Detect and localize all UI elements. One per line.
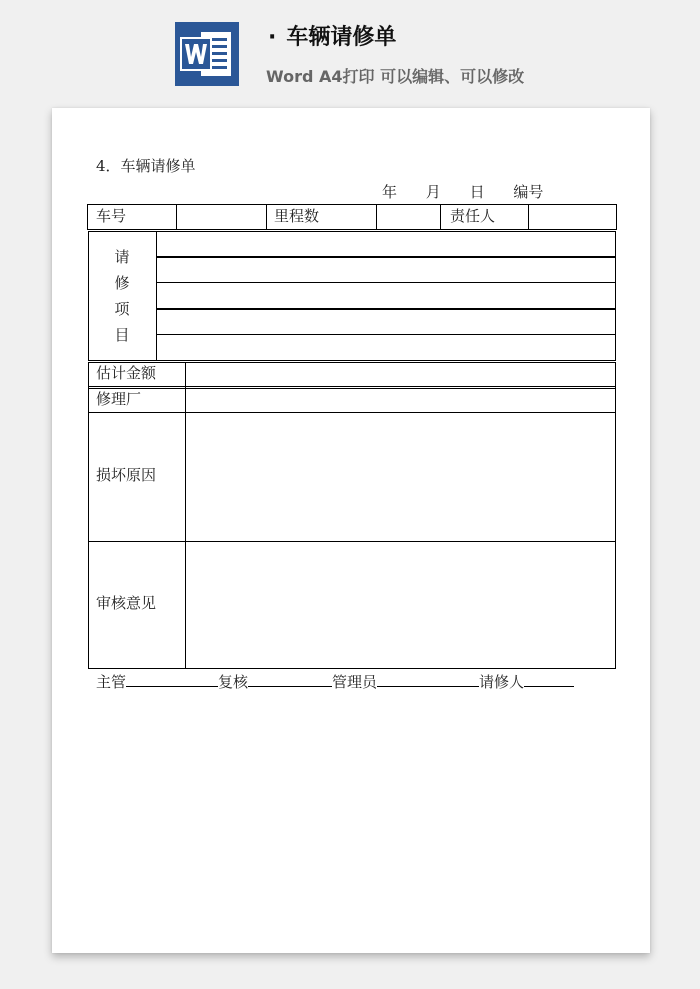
signature-row	[96, 671, 574, 692]
supervisor-label: 主管	[96, 673, 127, 691]
table-line	[156, 282, 616, 283]
table-line	[88, 668, 616, 669]
estimate-label: 估计金额	[96, 364, 157, 382]
table-line	[88, 386, 616, 387]
table-line	[88, 362, 616, 363]
day-label: 日	[469, 183, 485, 201]
admin-label: 管理员	[332, 673, 378, 691]
repair-items-char: 请	[114, 248, 130, 266]
table-line	[176, 204, 177, 230]
date-number-row	[382, 181, 543, 202]
table-line	[440, 204, 441, 230]
car-number-field[interactable]	[178, 206, 264, 228]
table-line	[528, 204, 529, 230]
table-line	[156, 231, 157, 361]
recheck-label: 复核	[218, 673, 249, 691]
responsible-field[interactable]	[530, 206, 614, 228]
table-line	[87, 204, 617, 205]
admin-blank[interactable]	[377, 672, 479, 687]
review-opinion-field[interactable]	[188, 543, 612, 666]
number-label: 编号	[513, 183, 544, 201]
table-line	[615, 362, 616, 669]
table-line	[616, 204, 617, 230]
repair-items-label	[112, 244, 132, 348]
table-line	[156, 334, 616, 335]
repair-items-char: 项	[114, 300, 130, 318]
damage-cause-field[interactable]	[188, 414, 612, 539]
table-line	[88, 412, 616, 413]
damage-cause-label: 损坏原因	[96, 466, 157, 484]
repair-shop-field[interactable]	[188, 390, 612, 410]
estimate-field[interactable]	[188, 364, 612, 384]
requester-blank[interactable]	[524, 672, 574, 687]
car-number-label: 车号	[96, 207, 127, 225]
table-line	[88, 231, 89, 361]
requester-label: 请修人	[479, 673, 525, 691]
mileage-field[interactable]	[378, 206, 438, 228]
table-line	[156, 256, 616, 258]
word-doc-icon	[175, 22, 239, 86]
table-line	[87, 204, 88, 230]
table-line	[87, 229, 617, 230]
month-label: 月	[425, 183, 441, 201]
repair-items-char: 修	[114, 274, 130, 292]
table-line	[615, 231, 616, 361]
form-heading: 4．车辆请修单	[96, 157, 196, 175]
supervisor-blank[interactable]	[126, 672, 218, 687]
table-line	[266, 204, 267, 230]
document-page	[52, 108, 650, 953]
repair-shop-label: 修理厂	[96, 390, 142, 408]
table-line	[88, 388, 616, 389]
page-title: · 车辆请修单	[268, 25, 397, 50]
review-opinion-label: 审核意见	[96, 594, 157, 612]
table-line	[88, 362, 89, 669]
repair-items-char: 目	[114, 326, 130, 344]
page-title-text: 车辆请修单	[286, 25, 397, 50]
table-line	[185, 362, 186, 669]
table-line	[88, 360, 616, 361]
responsible-label: 责任人	[450, 207, 496, 225]
table-line	[156, 308, 616, 310]
page-subtitle: Word A4打印 可以编辑、可以修改	[266, 67, 525, 86]
table-line	[88, 231, 616, 232]
mileage-label: 里程数	[274, 207, 320, 225]
table-line	[376, 204, 377, 230]
year-label: 年	[382, 183, 398, 201]
recheck-blank[interactable]	[248, 672, 332, 687]
table-line	[88, 541, 616, 542]
